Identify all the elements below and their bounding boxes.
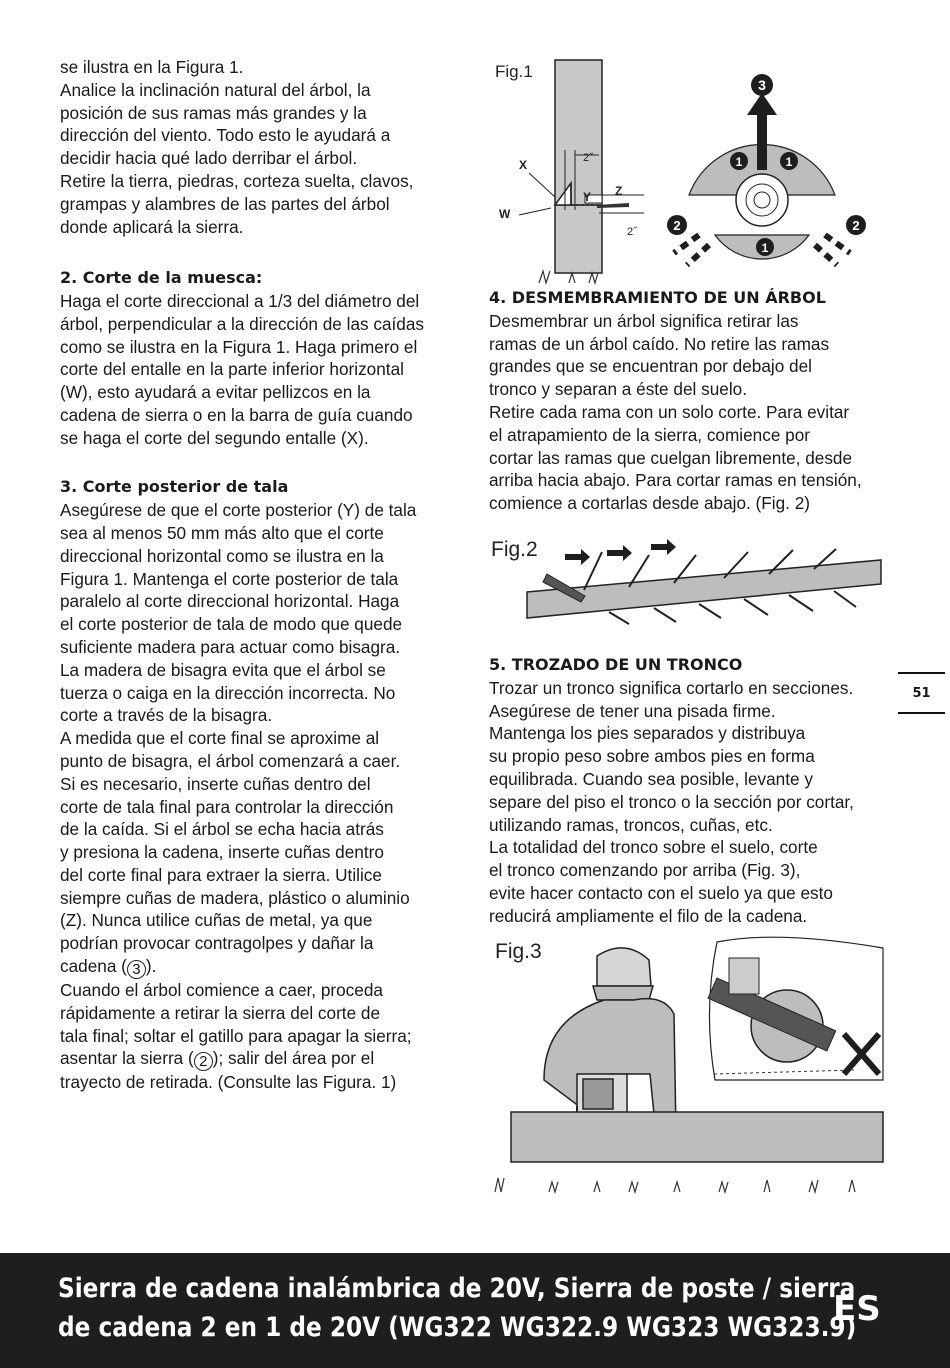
text-line (60, 955, 460, 979)
section2-heading: 2. Corte de la muesca: (60, 268, 263, 288)
section2-text (60, 290, 460, 450)
grass-icon (495, 1178, 855, 1192)
text-line: comience a cortarlas desde abajo. (Fig. 2) (489, 493, 810, 514)
text-line: árbol, perpendicular a la dirección de las caídas (60, 313, 425, 334)
figure-2 (489, 532, 889, 632)
section3-heading: 3. Corte posterior de tala (60, 477, 289, 497)
figure-1 (489, 55, 889, 285)
figure-1-label: Fig.1 (495, 62, 533, 81)
text-line: Cuando el árbol comience a caer, proceda (60, 980, 383, 1001)
text-line: su propio peso sobre ambos pies en forma (489, 746, 815, 767)
text-line: Trozar un tronco significa cortarlo en secciones. (489, 677, 854, 698)
section4-heading: 4. DESMEMBRAMIENTO DE UN ÁRBOL (489, 288, 826, 307)
figure-2-label: Fig.2 (491, 538, 538, 561)
text-line: dirección del viento. Todo esto le ayudará a (60, 125, 391, 146)
text-line: corte de tala final para controlar la dirección (60, 796, 394, 817)
letter-x: X (519, 158, 528, 172)
letter-y: Y (583, 190, 592, 204)
text-line: (Z). Nunca utilice cuñas de metal, ya que (60, 910, 373, 931)
marker-one: 1 (785, 155, 793, 169)
text-line: direccional horizontal como se ilustra en la (60, 545, 384, 566)
log-on-ground (511, 1112, 883, 1162)
text-line: arriba hacia abajo. Para cortar ramas en tensión, (489, 470, 862, 491)
figure-3 (489, 934, 889, 1209)
language-code: ES (833, 1289, 881, 1329)
arrow-icon (565, 539, 676, 565)
text-fragment: asentar la sierra ( (60, 1048, 194, 1069)
marker-two: 2 (673, 218, 681, 233)
text-line: (W), esto ayudará a evitar pellizcos en la (60, 382, 371, 403)
text-line: Analice la inclinación natural del árbol, la (60, 79, 371, 100)
text-line: Si es necesario, inserte cuñas dentro del (60, 773, 371, 794)
text-line: decidir hacia qué lado derribar el árbol. (60, 148, 358, 169)
letter-z: Z (615, 184, 623, 198)
text-line: Retire la tierra, piedras, corteza suelta, clavos, (60, 170, 414, 191)
text-line: reducirá ampliamente el filo de la cadena. (489, 905, 808, 926)
text-line: se haga el corte del segundo entalle (X). (60, 427, 369, 448)
text-line: podrían provocar contragolpes y dañar la (60, 933, 374, 954)
text-line: se ilustra en la Figura 1. (60, 57, 244, 77)
text-line: y presiona la cadena, inserte cuñas dentro (60, 842, 384, 863)
text-line: A medida que el corte final se aproxime al (60, 728, 380, 749)
text-line: La totalidad del tronco sobre el suelo, corte (489, 837, 818, 858)
text-line: Mantenga los pies separados y distribuya (489, 723, 806, 744)
text-line: La madera de bisagra evita que el árbol se (60, 659, 386, 680)
product-title (58, 1269, 857, 1347)
text-line: grandes que se encuentran por debajo del (489, 356, 812, 377)
text-line: el atrapamiento de la sierra, comience por (489, 424, 810, 445)
text-fragment: cadena ( (60, 956, 127, 977)
text-line: punto de bisagra, el árbol comenzará a caer. (60, 750, 401, 771)
marker-one: 1 (761, 241, 769, 255)
text-line: el corte posterior de tala de modo que quede (60, 614, 403, 635)
text-line: Haga el corte direccional a 1/3 del diámetro del (60, 290, 420, 311)
text-line: cadena de sierra o en la barra de guía cuando (60, 404, 413, 425)
text-line: tuerza o caiga en la dirección incorrecta. No (60, 682, 396, 703)
product-title-line: de cadena 2 en 1 de 20V (WG322 WG322.9 WG323 WG323.9) (58, 1312, 857, 1343)
marker-one: 1 (735, 155, 743, 169)
text-line: cortar las ramas que cuelgan libremente, desde (489, 447, 853, 468)
text-line: Asegúrese de tener una pisada firme. (489, 700, 776, 721)
text-line: siempre cuñas de madera, plástico o aluminio (60, 887, 410, 908)
text-line: sea al menos 50 mm más alto que el corte (60, 522, 384, 543)
text-line: del corte final para extraer la sierra. Utilice (60, 864, 382, 885)
text-line: de la caída. Si el árbol se echa hacia atrás (60, 819, 384, 840)
text-line: tronco y separan a éste del suelo. (489, 379, 747, 400)
left-column (60, 56, 460, 1094)
text-line: Figura 1. Mantenga el corte posterior de tala (60, 568, 399, 589)
text-line: como se ilustra en la Figura 1. Haga primero el (60, 336, 418, 357)
text-line (60, 1047, 460, 1071)
text-line: Desmembrar un árbol significa retirar las (489, 310, 799, 331)
figure-3-label: Fig.3 (495, 940, 542, 963)
footer-bar (0, 1253, 950, 1368)
section3-text (60, 499, 460, 1094)
text-line: trayecto de retirada. (Consulte las Figura. 1) (60, 1072, 397, 1093)
letter-w: W (499, 207, 511, 221)
section5-heading: 5. TROZADO DE UN TRONCO (489, 655, 743, 674)
text-line: el tronco comenzando por arriba (Fig. 3), (489, 860, 801, 881)
dimension-top: 2˝ (583, 152, 593, 164)
product-title-line: Sierra de cadena inalámbrica de 20V, Sierra de poste / sierra (58, 1273, 856, 1304)
text-line: suficiente madera para actuar como bisagra. (60, 636, 401, 657)
text-fragment: ); salir del área por el (212, 1048, 375, 1069)
circled-number-icon: 3 (127, 960, 146, 979)
text-line: equilibrada. Cuando sea posible, levante y (489, 768, 813, 789)
text-line: donde aplicará la sierra. (60, 216, 244, 237)
text-line: Retire cada rama con un solo corte. Para evitar (489, 401, 850, 422)
text-line: paralelo al corte direccional horizontal. Haga (60, 591, 400, 612)
text-line: tala final; soltar el gatillo para apagar la sierra; (60, 1025, 412, 1046)
text-line: utilizando ramas, troncos, cuñas, etc. (489, 814, 773, 835)
tree-trunk-diagram (555, 60, 602, 273)
text-line: Asegúrese de que el corte posterior (Y) de tala (60, 500, 417, 521)
text-fragment: ). (145, 956, 157, 977)
text-line: separe del piso el tronco o la sección por cortar, (489, 791, 854, 812)
dimension-bottom: 2˝ (627, 226, 637, 238)
intro-text (60, 56, 460, 238)
text-line: ramas de un árbol caído. No retire las ramas (489, 333, 830, 354)
text-line: corte a través de la bisagra. (60, 705, 273, 726)
section5 (489, 654, 899, 928)
text-line: grampas y alambres de las partes del árbol (60, 193, 390, 214)
text-line: posición de sus ramas más grandes y la (60, 102, 367, 123)
fallen-log (527, 560, 881, 618)
page-number: 51 (898, 672, 945, 714)
section4 (489, 287, 899, 515)
text-line: evite hacer contacto con el suelo ya que esto (489, 882, 833, 903)
circled-number-icon: 2 (194, 1052, 213, 1071)
text-line: corte del entalle en la parte inferior horizontal (60, 359, 404, 380)
marker-three: 3 (758, 77, 766, 93)
marker-two: 2 (852, 218, 860, 233)
text-line: rápidamente a retirar la sierra del corte de (60, 1002, 381, 1023)
